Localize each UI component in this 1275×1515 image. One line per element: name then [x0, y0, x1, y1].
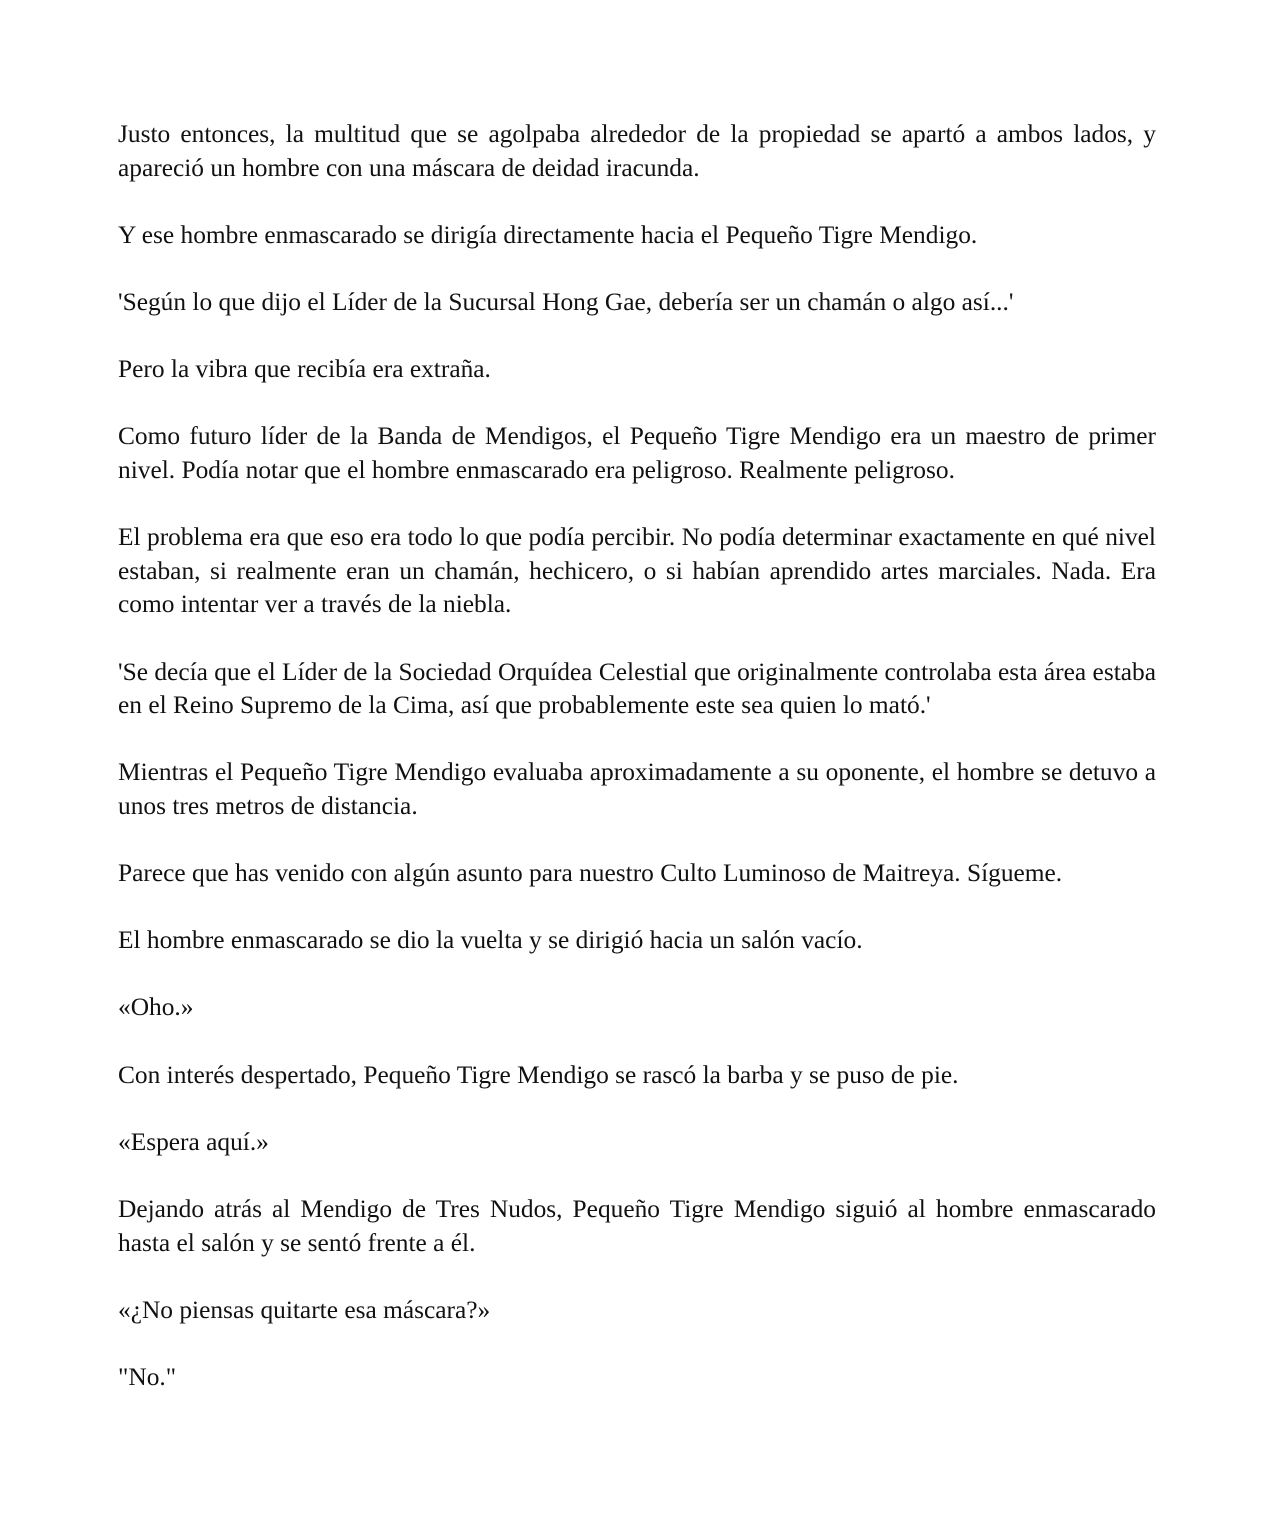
paragraph: Con interés despertado, Pequeño Tigre Mendigo se rascó la barba y se puso de pie. [118, 1060, 959, 1089]
paragraph: Parece que has venido con algún asunto para nuestro Culto Luminoso de Maitreya. Sígueme. [118, 859, 1063, 888]
paragraph: El hombre enmascarado se dio la vuelta y se dirigió hacia un salón vacío. [118, 926, 863, 955]
paragraph: 'Se decía que el Líder de la Sociedad Orquídea Celestial que originalmente controlaba esta área estaba en el Reino Supremo de la Cima, así que probablemente este sea quien lo mató.' [118, 657, 1156, 720]
paragraph: Justo entonces, la multitud que se agolpaba alrededor de la propiedad se apartó a ambos lados, y apareció un hombre con una máscara de deidad iracunda. [118, 120, 1156, 182]
paragraph: «¿No piensas quitarte esa máscara?» [118, 1295, 491, 1324]
paragraph: «Espera aquí.» [118, 1127, 269, 1156]
paragraph: Dejando atrás al Mendigo de Tres Nudos, Pequeño Tigre Mendigo siguió al hombre enmascarado hasta el salón y se sentó frente a él. [118, 1195, 1156, 1257]
paragraph: "No." [118, 1362, 177, 1391]
paragraph: El problema era que eso era todo lo que podía percibir. No podía determinar exactamente en qué nivel estaban, si realmente eran un chamán, hechicero, o si habían aprendido artes marciales. Nada. Era como intentar ver a través de la niebla. [118, 523, 1156, 619]
paragraph: Mientras el Pequeño Tigre Mendigo evaluaba aproximadamente a su oponente, el hombre se detuvo a unos tres metros de distancia. [118, 758, 1156, 820]
paragraph: Como futuro líder de la Banda de Mendigos, el Pequeño Tigre Mendigo era un maestro de primer nivel. Podía notar que el hombre enmascarado era peligroso. Realmente peligroso. [118, 422, 1156, 484]
paragraph: 'Según lo que dijo el Líder de la Sucursal Hong Gae, debería ser un chamán o algo así...' [118, 287, 1014, 316]
document-page [118, 118, 1156, 1395]
paragraph: Y ese hombre enmascarado se dirigía directamente hacia el Pequeño Tigre Mendigo. [118, 220, 978, 249]
paragraph: Pero la vibra que recibía era extraña. [118, 355, 491, 384]
paragraph: «Oho.» [118, 993, 194, 1022]
